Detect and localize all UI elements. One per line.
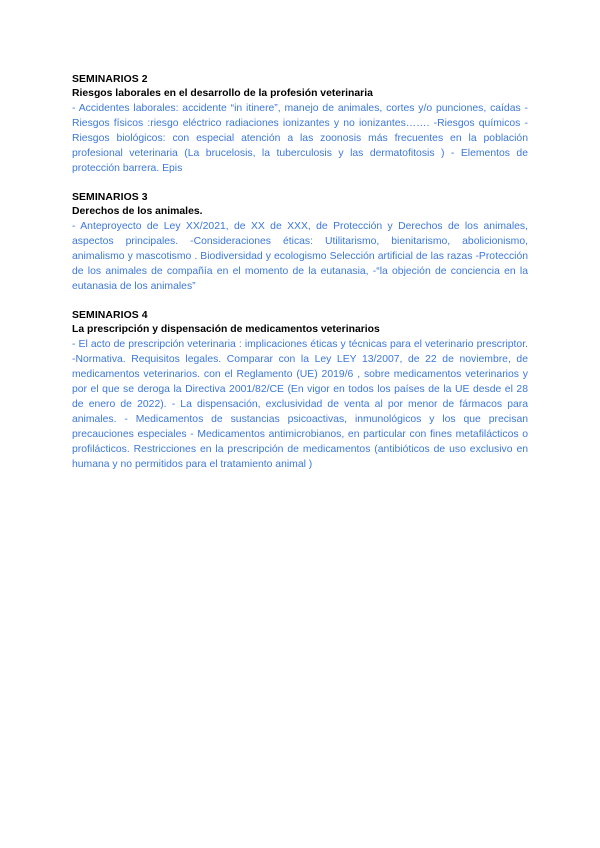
seminar-label: SEMINARIOS 3 xyxy=(72,192,148,203)
seminar-description: - Anteproyecto de Ley XX/2021, de XX de XXX, de Protección y Derechos de los animales, aspectos principales. -Consideraciones éticas: Utilitarismo, bienitarismo, abolicionismo, animalismo y mascotismo . Biodiversidad y ecologismo Selección artificial de las razas -Protección de los animales de compañía en el momento de la eutanasia, -“la objeción de conciencia en la eutanasia de los animales” xyxy=(72,221,528,292)
seminar-title: Derechos de los animales. xyxy=(72,206,203,217)
seminar-description: - El acto de prescripción veterinaria : implicaciones éticas y técnicas para el veterinario prescriptor. -Normativa. Requisitos legales. Comparar con la Ley LEY 13/2007, de 22 de noviembre, de medicamentos veterinarios. con el Reglamento (UE) 2019/6 , sobre medicamentos veterinarios y por el que se deroga la Directiva 2001/82/CE (En vigor en todos los países de la UE desde el 28 de enero de 2022). - La dispensación, exclusividad de venta al por menor de fármacos para animales. - Medicamentos de sustancias psicoactivas, inmunológicos y los que precisan precauciones especiales - Medicamentos antimicrobianos, en particular con fines metafilácticos o profilácticos. Restricciones en la prescripción de medicamentos (antibióticos de uso exclusivo en humana y no permitidos para el tratamiento animal ) xyxy=(72,339,528,470)
seminar-section-3 xyxy=(72,191,528,294)
document-content xyxy=(72,73,528,487)
seminar-description: - Accidentes laborales: accidente “in itinere”, manejo de animales, cortes y/o punciones, caídas -Riesgos físicos :riesgo eléctrico radiaciones ionizantes y no ionizantes……. -Riesgos químicos - Riesgos biológicos: con especial atención a las zoonosis más frecuentes en la población profesional veterinaria (La brucelosis, la tuberculosis y las dermatofitosis ) - Elementos de protección barrera. Epis xyxy=(72,103,528,174)
seminar-label: SEMINARIOS 4 xyxy=(72,310,148,321)
seminar-section-2 xyxy=(72,73,528,176)
seminar-title: La prescripción y dispensación de medicamentos veterinarios xyxy=(72,324,380,335)
seminar-label: SEMINARIOS 2 xyxy=(72,74,148,85)
seminar-section-4 xyxy=(72,309,528,472)
seminar-title: Riesgos laborales en el desarrollo de la profesión veterinaria xyxy=(72,88,373,99)
